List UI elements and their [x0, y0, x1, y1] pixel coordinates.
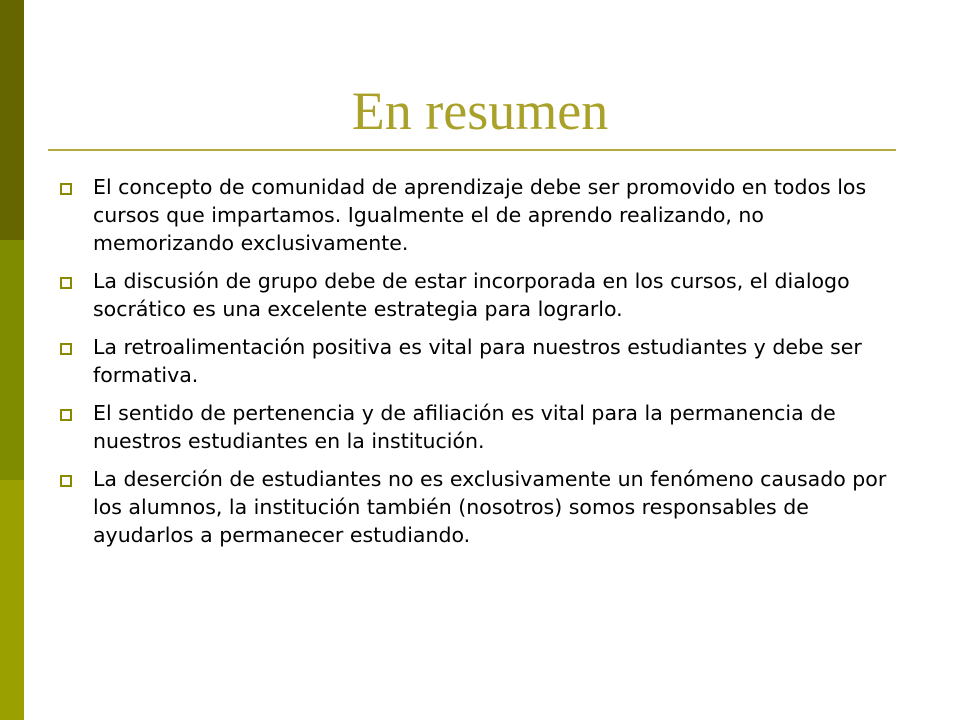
bullet-text: El sentido de pertenencia y de afiliación es vital para la permanencia de nuestros estudiantes en la institución. — [93, 401, 836, 453]
hollow-square-icon — [60, 475, 72, 487]
decorative-side-bar — [0, 0, 24, 720]
hollow-square-icon — [60, 277, 72, 289]
hollow-square-icon — [60, 343, 72, 355]
bullet-item — [60, 173, 910, 257]
hollow-square-icon — [60, 183, 72, 195]
bullet-item — [60, 267, 910, 323]
hollow-square-icon — [60, 409, 72, 421]
bullet-item — [60, 333, 910, 389]
bullet-list — [60, 173, 910, 559]
side-bar-segment-middle — [0, 240, 24, 480]
bullet-item — [60, 465, 910, 549]
bullet-text: El concepto de comunidad de aprendizaje debe ser promovido en todos los cursos que impartamos. Igualmente el de aprendo realizando, no memorizando exclusivamente. — [93, 175, 867, 255]
bullet-text: La discusión de grupo debe de estar incorporada en los cursos, el dialogo socrático es una excelente estrategia para lograrlo. — [93, 269, 850, 321]
bullet-item — [60, 399, 910, 455]
bullet-text: La retroalimentación positiva es vital para nuestros estudiantes y debe ser formativa. — [93, 335, 862, 387]
side-bar-segment-bottom — [0, 480, 24, 720]
slide-title: En resumen — [351, 81, 609, 141]
title-underline-rule — [48, 149, 896, 151]
bullet-text: La deserción de estudiantes no es exclusivamente un fenómeno causado por los alumnos, la institución también (nosotros) somos responsables de ayudarlos a permanecer estudiando. — [93, 467, 887, 547]
side-bar-segment-top — [0, 0, 24, 240]
